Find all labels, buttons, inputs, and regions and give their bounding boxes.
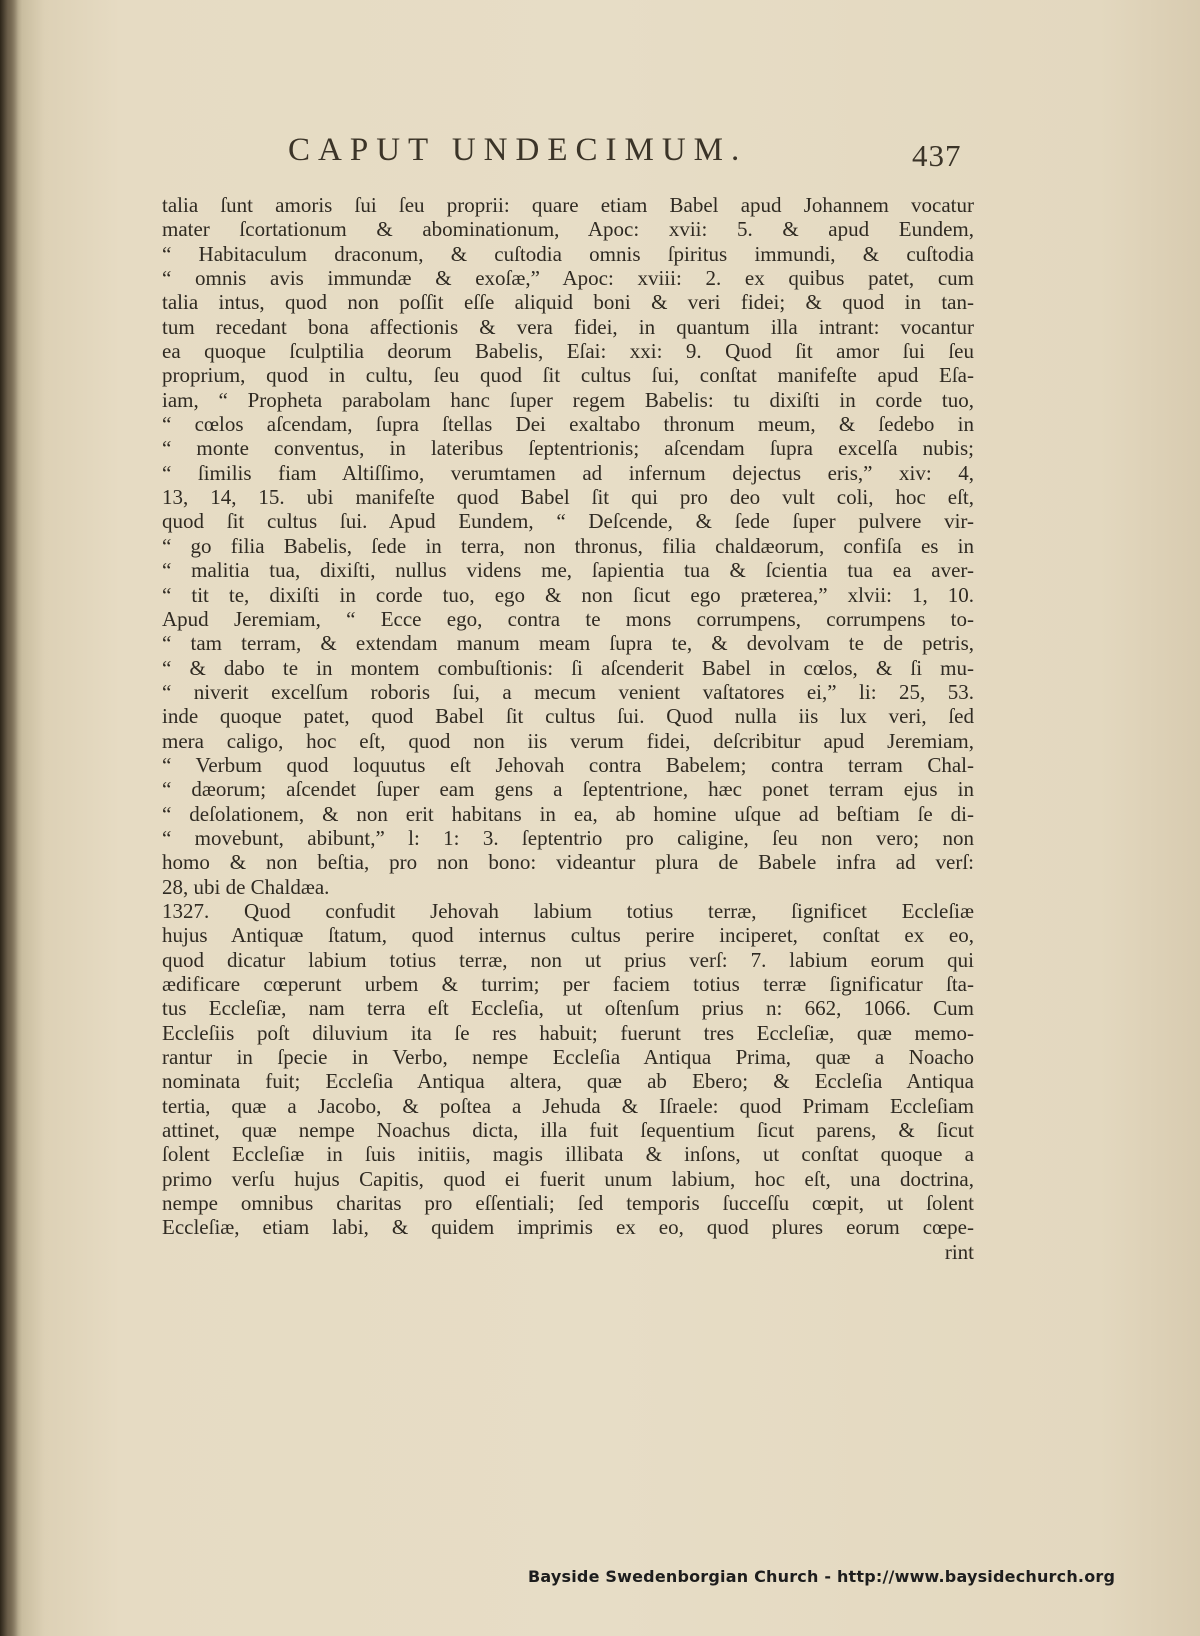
text-line: Apud Jeremiam, “ Ecce ego, contra te mons corrumpens, corrumpens to- <box>162 606 974 631</box>
text-line: nominata fuit; Eccleſia Antiqua altera, quæ ab Ebero; & Eccleſia Antiqua <box>162 1069 974 1094</box>
text-line: “ niverit excelſum roboris ſui, a mecum venient vaſtatores ei,” li: 25, 53. <box>162 679 974 704</box>
text-line: quod ſit cultus ſui. Apud Eundem, “ Deſcende, & ſede ſuper pulvere vir- <box>162 509 974 534</box>
text-line: tus Eccleſiæ, nam terra eſt Eccleſia, ut oſtenſum prius n: 662, 1066. Cum <box>162 996 974 1021</box>
text-line: “ deſolationem, & non erit habitans in ea, ab homine uſque ad beſtiam ſe di- <box>162 801 974 826</box>
chapter-title: CAPUT UNDECIMUM. <box>288 132 748 168</box>
text-line: “ go filia Babelis, ſede in terra, non thronus, filia chaldæorum, confiſa es in <box>162 533 974 558</box>
text-line: Eccleſiis poſt diluvium ita ſe res habuit; fuerunt tres Eccleſiæ, quæ memo- <box>162 1020 974 1045</box>
text-line: inde quoque patet, quod Babel ſit cultus ſui. Quod nulla iis lux veri, ſed <box>162 704 974 729</box>
text-line: homo & non beſtia, pro non bono: videantur plura de Babele infra ad verſ: <box>162 850 974 875</box>
paragraph-start-line: 1327. Quod confudit Jehovah labium totius terræ, ſignificet Eccleſiæ <box>162 898 974 923</box>
text-line: ea quoque ſculptilia deorum Babelis, Eſai: xxi: 9. Quod ſit amor ſui ſeu <box>162 339 974 364</box>
text-line: “ monte conventus, in lateribus ſeptentrionis; aſcendam ſupra excelſa nubis; <box>162 436 974 461</box>
text-line: iam, “ Propheta parabolam hanc ſuper regem Babelis: tu dixiſti in corde tuo, <box>162 387 974 412</box>
body-text <box>162 193 974 1264</box>
text-line: ædificare cœperunt urbem & turrim; per faciem totius terræ ſignificatur ſta- <box>162 972 974 996</box>
text-line: talia intus, quod non poſſit eſſe aliquid boni & veri fidei; & quod in tan- <box>162 290 974 315</box>
page-gutter-shadow <box>0 0 18 1636</box>
text-line: tertia, quæ a Jacobo, & poſtea a Jehuda & Iſraele: quod Primam Eccleſiam <box>162 1093 974 1118</box>
text-line: tum recedant bona affectionis & vera fidei, in quantum illa intrant: vocantur <box>162 314 974 339</box>
text-line: ſolent Eccleſiæ in ſuis initiis, magis illibata & inſons, ut conſtat quoque a <box>162 1142 974 1167</box>
text-line: Eccleſiæ, etiam labi, & quidem imprimis ex eo, quod plures eorum cœpe- <box>162 1215 974 1240</box>
text-line: “ Habitaculum draconum, & cuſtodia omnis ſpiritus immundi, & cuſtodia <box>162 241 974 266</box>
running-head <box>0 132 1200 182</box>
text-line: “ malitia tua, dixiſti, nullus videns me, ſapientia tua & ſcientia tua ea aver- <box>162 558 974 583</box>
text-line: 13, 14, 15. ubi manifeſte quod Babel ſit qui pro deo vult coli, hoc eſt, <box>162 485 974 510</box>
text-line: proprium, quod in cultu, ſeu quod ſit cultus ſui, conſtat manifeſte apud Eſa- <box>162 363 974 388</box>
text-line: mera caligo, hoc eſt, quod non iis verum fidei, deſcribitur apud Jeremiam, <box>162 728 974 753</box>
text-line: “ tit te, dixiſti in corde tuo, ego & non ſicut ego præterea,” xlvii: 1, 10. <box>162 582 974 607</box>
text-line: “ omnis avis immundæ & exoſæ,” Apoc: xviii: 2. ex quibus patet, cum <box>162 266 974 291</box>
text-line: mater ſcortationum & abominationum, Apoc: xvii: 5. & apud Eundem, <box>162 217 974 242</box>
text-line: nempe omnibus charitas pro eſſentiali; ſed temporis ſucceſſu cœpit, ut ſolent <box>162 1191 974 1216</box>
text-line: quod dicatur labium totius terræ, non ut prius verſ: 7. labium eorum qui <box>162 947 974 972</box>
text-line: “ dæorum; aſcendet ſuper eam gens a ſeptentrione, hæc ponet terram ejus in <box>162 777 974 802</box>
watermark: Bayside Swedenborgian Church - http://www.baysidechurch.org <box>528 1567 1116 1586</box>
paragraph-end-line: 28, ubi de Chaldæa. <box>162 874 330 899</box>
text-line: “ ſimilis fiam Altiſſimo, verumtamen ad infernum dejectus eris,” xiv: 4, <box>162 460 974 485</box>
text-line: attinet, quæ nempe Noachus dicta, illa fuit ſequentium ſicut parens, & ſicut <box>162 1118 974 1143</box>
text-line: “ & dabo te in montem combuſtionis: ſi aſcenderit Babel in cœlos, & ſi mu- <box>162 655 974 680</box>
page-number: 437 <box>912 138 962 173</box>
text-line: “ tam terram, & extendam manum meam ſupra te, & devolvam te de petris, <box>162 631 974 656</box>
text-line: primo verſu hujus Capitis, quod ei fuerit unum labium, hoc eſt, una doctrina, <box>162 1166 974 1191</box>
text-line: talia ſunt amoris ſui ſeu proprii: quare etiam Babel apud Johannem vocatur <box>162 193 974 217</box>
text-line: rantur in ſpecie in Verbo, nempe Eccleſia Antiqua Prima, quæ a Noacho <box>162 1045 974 1070</box>
text-line: “ movebunt, abibunt,” l: 1: 3. ſeptentrio pro caligine, ſeu non vero; non <box>162 825 974 850</box>
catchword: rint <box>944 1239 974 1264</box>
text-line: “ Verbum quod loquutus eſt Jehovah contra Babelem; contra terram Chal- <box>162 752 974 777</box>
text-line: “ cœlos aſcendam, ſupra ſtellas Dei exaltabo thronum meum, & ſedebo in <box>162 412 974 437</box>
text-line: hujus Antiquæ ſtatum, quod internus cultus perire inciperet, conſtat ex eo, <box>162 923 974 948</box>
